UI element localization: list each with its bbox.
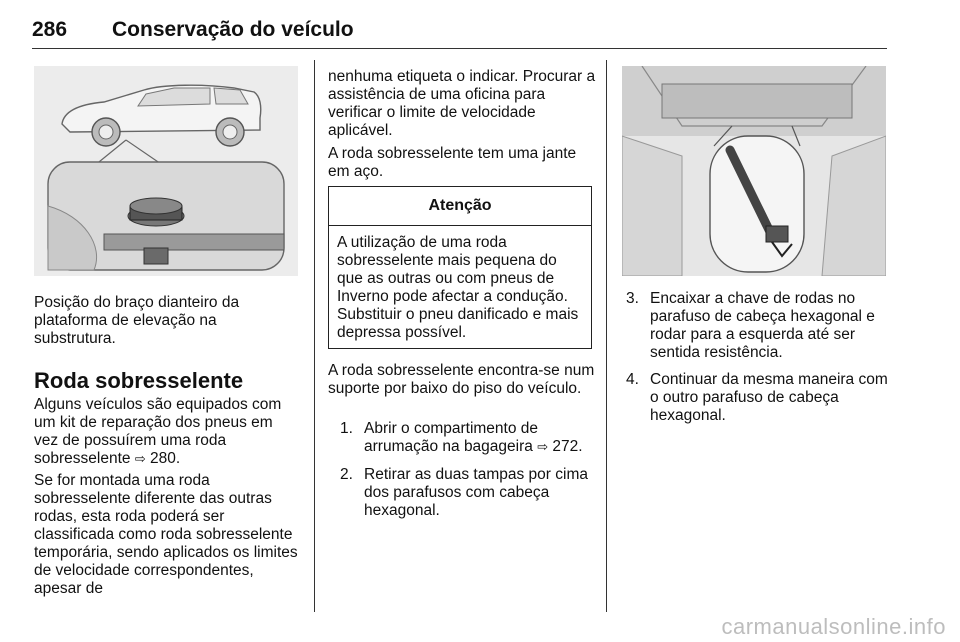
step-text: Abrir o compartimento de arrumação na bagageira: [364, 420, 539, 455]
paragraph-spare-location: A roda sobresselente encontra-se num suporte por baixo do piso do veículo.: [328, 362, 595, 397]
list-item: [626, 290, 888, 362]
step-number: 3.: [626, 290, 639, 307]
lift-point-drawing: [34, 66, 298, 276]
paragraph-speed-limit: nenhuma etiqueta o indicar. Procurar a assistência de uma oficina para verificar o limite de velocidade aplicável.: [328, 68, 596, 139]
page-header: [32, 10, 887, 50]
warning-text: A utilização de uma roda sobresselente mais pequena do que as outras ou com pneus de Inverno pode afectar a condução. Substituir o pneu danificado e mais depressa possível.: [337, 234, 579, 341]
column-divider-2: [606, 60, 607, 612]
column-divider-1: [314, 60, 315, 612]
step-text: Retirar as duas tampas por cima dos parafusos com cabeça hexagonal.: [364, 466, 588, 519]
list-item: [340, 420, 596, 457]
header-divider: [32, 48, 887, 49]
lift-point-illustration: [34, 66, 298, 276]
paragraph-temporary-wheel: Se for montada uma roda sobresselente diferente das outras rodas, esta roda poderá ser classificada como roda sobresselente temporária, sendo aplicados os limites de velocidade correspondentes, apesar de: [34, 472, 298, 597]
steps-list-1: [340, 420, 596, 529]
step-number: 4.: [626, 371, 639, 388]
list-item: [626, 371, 888, 425]
page-reference-link[interactable]: 280.: [150, 450, 181, 467]
step-number: 2.: [340, 466, 353, 483]
watermark: carmanualsonline.info: [721, 614, 946, 639]
reference-arrow-icon: ⇨: [134, 452, 146, 467]
figure-caption: Posição do braço dianteiro da plataforma de elevação na substrutura.: [34, 294, 240, 347]
section-title: Roda sobresselente: [34, 368, 244, 393]
list-item: [340, 466, 596, 520]
step-number: 1.: [340, 420, 353, 437]
paragraph-kit: [34, 396, 300, 469]
paragraph-steel-rim: A roda sobresselente tem uma jante em aço.: [328, 145, 577, 180]
warning-title: Atenção: [329, 187, 591, 226]
steps-list-2: [626, 290, 888, 434]
warning-box: [328, 186, 592, 349]
wrench-illustration: [622, 66, 886, 276]
step-text: Continuar da mesma maneira com o outro parafuso de cabeça hexagonal.: [650, 371, 888, 424]
wrench-drawing: [622, 66, 886, 276]
page-reference-link[interactable]: 272.: [552, 438, 583, 455]
paragraph-kit-text: Alguns veículos são equipados com um kit de reparação dos pneus em vez de possuírem uma roda sobresselente: [34, 396, 282, 467]
chapter-title: Conservação do veículo: [112, 18, 354, 41]
step-text: Encaixar a chave de rodas no parafuso de cabeça hexagonal e rodar para a esquerda até ser sentida resistência.: [650, 290, 875, 361]
page-number: 286: [32, 18, 68, 41]
reference-arrow-icon: ⇨: [537, 440, 549, 455]
